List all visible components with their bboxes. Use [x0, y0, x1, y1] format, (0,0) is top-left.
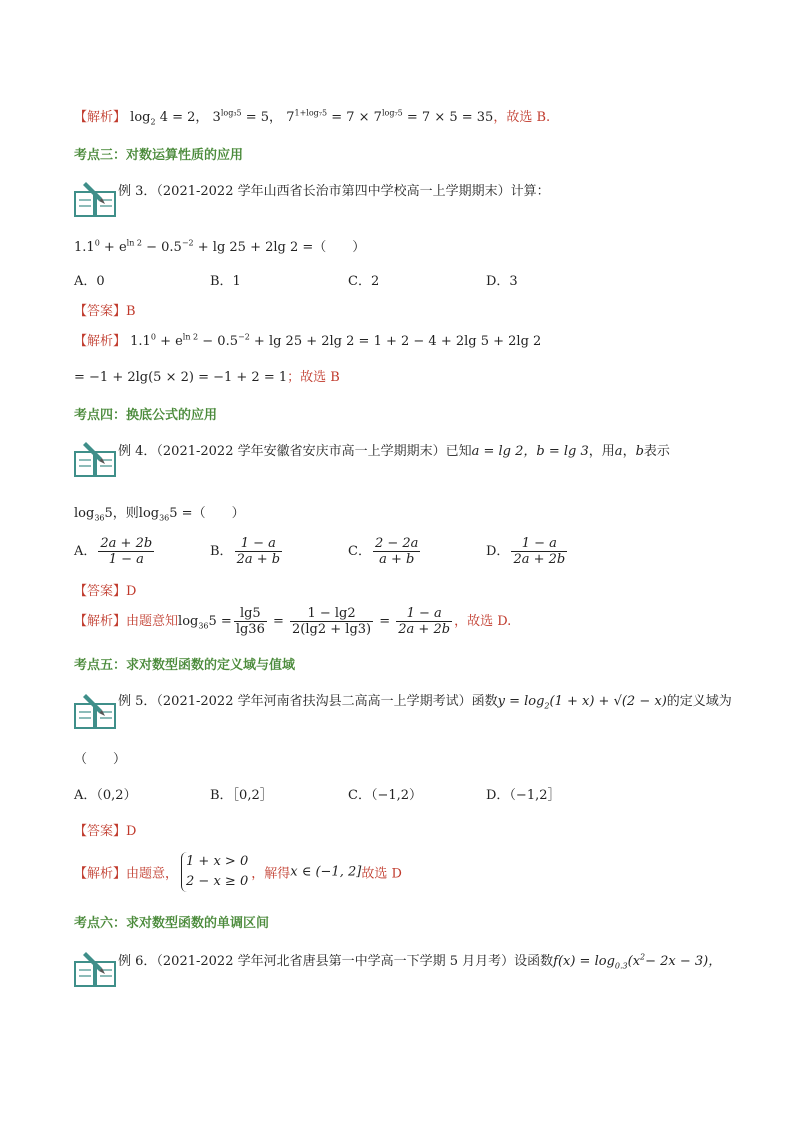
example-4-line2: $\log_{36}5$，则$\log_{36}5$ =（ ）	[74, 506, 245, 523]
answer-value: B	[126, 304, 136, 319]
option-a: A． $\frac{2a + 2b}{1 - a}$	[74, 536, 153, 567]
example-6-stem: 例 6．（2021-2022 学年河北省唐县第一中学高一下学期 5 月月考）设函数$f(x) = \log_{0.3}(x^2- 2x - 3)$，	[118, 952, 722, 971]
section-heading-6: 考点六：求对数型函数的单调区间	[74, 916, 270, 931]
solution-line: 【解析】由题意， 1 + x > 0 2 − x ≥ 0 ，解得x ∈ (−1, 2]故选 D	[74, 852, 402, 892]
solution-tail: ，故选 B.	[493, 110, 551, 125]
label-jiexi: 【解析】	[74, 110, 127, 125]
option-d: D．3	[486, 274, 518, 289]
example-3-stem: 例 3．（2021-2022 学年山西省长治市第四中学校高一上学期期末）计算：	[118, 184, 550, 199]
book-pencil-icon	[72, 690, 118, 730]
option-b: B． $\frac{1 - a}{2a + b}$	[210, 536, 281, 567]
option-a: A．0	[74, 274, 105, 289]
example-5-stem: 例 5．（2021-2022 学年河南省扶沟县二高高一上学期考试）函数$y = \log_2(1 + x) + √(2 - x)$的定义域为	[118, 694, 732, 711]
option-d: D．（−1,2］	[486, 788, 561, 803]
option-a: A．（0,2）	[74, 788, 137, 803]
example-5-paren: （ ）	[74, 752, 127, 767]
label-daan: 【答案】	[74, 304, 127, 319]
option-c: C．2	[348, 274, 380, 289]
solution-line-1: 【解析】 $1.1^0 + e^{ln 2} - 0.5^{-2} + \lg 25 + 2\lg$ 2 = 1 + 2 − 4 + 2lg 5 + 2lg 2	[74, 332, 542, 349]
label-jiexi: 【解析】	[74, 334, 127, 349]
solution-line: 【解析】由题意知$\log_{36}5$ = $\frac{\lg 5}{\lg 36}$ = $\frac{1 - \lg 2}{2(\lg 2 + \lg 3)}$ = $\frac{1 - a}{2a + 2b}$ ，故选 D.	[74, 606, 512, 637]
example-4-stem: 例 4．（2021-2022 学年安徽省安庆市高一上学期期末）已知a = lg 2，b = lg 3，用a，b表示	[118, 444, 670, 459]
section-heading-5: 考点五：求对数型函数的定义域与值域	[74, 658, 296, 673]
book-pencil-icon	[72, 948, 118, 988]
book-pencil-icon	[72, 178, 118, 218]
option-c: C．（−1,2）	[348, 788, 423, 803]
option-d: D． $\frac{1 - a}{2a + 2b}$	[486, 536, 566, 567]
answer-line	[74, 300, 136, 319]
answer-line: 【答案】D	[74, 584, 137, 599]
option-b: B．［0,2］	[210, 788, 273, 803]
section-heading-4: 考点四：换底公式的应用	[74, 408, 218, 423]
solution-line-prev	[74, 106, 550, 127]
section-heading-3: 考点三：对数运算性质的应用	[74, 148, 244, 163]
solution-line-2: = −1 + 2lg(5 × 2) = −1 + 2 = 1；故选 B	[74, 370, 340, 385]
answer-line: 【答案】D	[74, 824, 137, 839]
book-pencil-icon	[72, 438, 118, 478]
example-3-expression: $1.1^0 + e^{ln 2} - 0.5^{-2} + \lg 25 + 2\lg$ 2 =（ ）	[74, 238, 366, 255]
option-c: C． $\frac{2 - 2a}{a + b}$	[348, 536, 419, 567]
option-b: B．1	[210, 274, 241, 289]
math-expr: $\log_2 4 = 2$， $3^{log_35} = 5$， $7^{1+log_75} = 7 \times 7^{log_75} = 7 \times 5 = 35$	[130, 108, 494, 127]
